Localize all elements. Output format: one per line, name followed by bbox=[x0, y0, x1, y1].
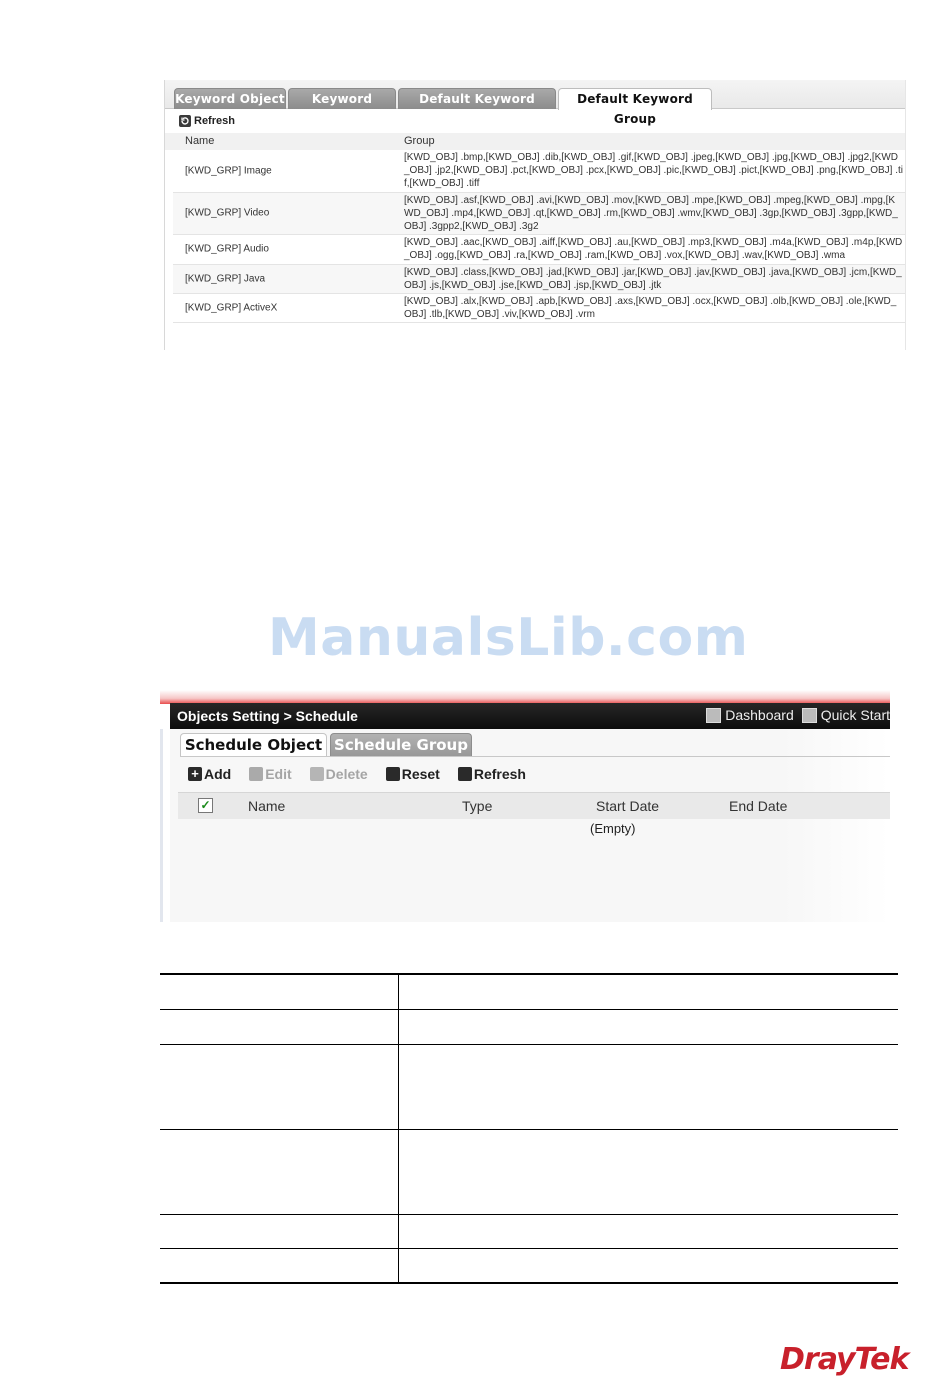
schedule-table-header bbox=[178, 792, 890, 819]
watermark: ManualsLib.com bbox=[268, 608, 749, 668]
row-name: [KWD_GRP] Video bbox=[185, 207, 270, 219]
keyword-group-screenshot bbox=[164, 80, 906, 350]
table-row bbox=[160, 1044, 898, 1129]
table-row bbox=[160, 1214, 898, 1248]
tab-keyword-object[interactable]: Keyword Object bbox=[174, 88, 286, 109]
select-all-checkbox[interactable]: ✓ bbox=[198, 798, 213, 813]
refresh-icon bbox=[179, 115, 191, 127]
reset-icon bbox=[386, 767, 400, 781]
tab-default-keyword-group[interactable]: Default Keyword Group bbox=[558, 88, 712, 110]
column-start-date: Start Date bbox=[596, 798, 660, 814]
row-group: [KWD_OBJ] .class,[KWD_OBJ] .jad,[KWD_OBJ] .jar,[KWD_OBJ] .jav,[KWD_OBJ] .java,[KWD_OBJ] .jcm,[KWD_OBJ] .js,[KWD_OBJ] .jse,[KWD_OBJ] .jsp,[KWD_OBJ] .jtk bbox=[404, 266, 902, 291]
schedule-screenshot bbox=[160, 690, 890, 922]
edit-icon bbox=[249, 767, 263, 781]
draytek-logo: DrayTek bbox=[780, 1342, 909, 1377]
title-bar bbox=[170, 703, 890, 729]
row-name: [KWD_GRP] Image bbox=[185, 165, 272, 177]
column-type: Type bbox=[462, 798, 493, 814]
trash-icon bbox=[310, 767, 324, 781]
add-label: Add bbox=[204, 766, 232, 782]
row-group: [KWD_OBJ] .aac,[KWD_OBJ] .aiff,[KWD_OBJ] .au,[KWD_OBJ] .mp3,[KWD_OBJ] .m4a,[KWD_OBJ] .m4p,[KWD_OBJ] .ogg,[KWD_OBJ] .ra,[KWD_OBJ] .ram,[KWD_OBJ] .vox,[KWD_OBJ] .wav,[KWD_OBJ] .wma bbox=[404, 237, 903, 262]
dashboard-link[interactable]: Dashboard bbox=[725, 707, 794, 723]
table-row bbox=[160, 1248, 898, 1283]
schedule-panel bbox=[170, 729, 890, 922]
quick-start-link[interactable]: Quick Start bbox=[820, 707, 890, 723]
edit-button[interactable] bbox=[249, 766, 291, 782]
delete-button[interactable] bbox=[310, 766, 368, 782]
column-end-date: End Date bbox=[729, 798, 788, 814]
row-group: [KWD_OBJ] .asf,[KWD_OBJ] .avi,[KWD_OBJ] .mov,[KWD_OBJ] .mpe,[KWD_OBJ] .mpeg,[KWD_OBJ] .mpg,[KWD_OBJ] .mp4,[KWD_OBJ] .qt,[KWD_OBJ] .rm,[KWD_OBJ] .wmv,[KWD_OBJ] .3gp,[KWD_OBJ] .3gpp,[KWD_OBJ] .3gpp2,[KWD_OBJ] .3g2 bbox=[404, 194, 898, 233]
table-row bbox=[160, 1009, 898, 1044]
header-links bbox=[706, 707, 890, 723]
edit-label: Edit bbox=[265, 766, 292, 782]
table-row[interactable] bbox=[173, 193, 905, 236]
wand-icon bbox=[802, 708, 817, 723]
description-table bbox=[160, 973, 898, 1284]
dashboard-icon bbox=[706, 708, 721, 723]
table-row[interactable] bbox=[173, 294, 905, 323]
delete-label: Delete bbox=[325, 766, 368, 782]
table-row[interactable] bbox=[173, 235, 905, 264]
refresh-button[interactable] bbox=[458, 766, 526, 782]
row-name: [KWD_GRP] Java bbox=[185, 273, 266, 285]
empty-message: (Empty) bbox=[590, 821, 636, 836]
table-row[interactable] bbox=[173, 265, 905, 294]
tab-divider bbox=[180, 756, 890, 757]
bottom-fade bbox=[165, 340, 905, 350]
schedule-toolbar bbox=[188, 766, 526, 782]
reset-button[interactable] bbox=[386, 766, 440, 782]
table-row[interactable] bbox=[173, 150, 905, 193]
refresh-button[interactable] bbox=[179, 113, 235, 129]
row-group: [KWD_OBJ] .bmp,[KWD_OBJ] .dib,[KWD_OBJ] .gif,[KWD_OBJ] .jpeg,[KWD_OBJ] .jpg,[KWD_OBJ] .jpg2,[KWD_OBJ] .jp2,[KWD_OBJ] .pct,[KWD_OBJ] .pcx,[KWD_OBJ] .pic,[KWD_OBJ] .pict,[KWD_OBJ] .png,[KWD_OBJ] .tif,[KWD_OBJ] .tiff bbox=[404, 152, 904, 190]
table-row bbox=[160, 1129, 898, 1214]
column-name: Name bbox=[185, 135, 215, 147]
keyword-table-header bbox=[165, 133, 905, 150]
column-group: Group bbox=[404, 135, 435, 147]
left-border bbox=[160, 729, 163, 922]
tab-schedule-object[interactable]: Schedule Object bbox=[180, 733, 327, 757]
row-group: [KWD_OBJ] .alx,[KWD_OBJ] .apb,[KWD_OBJ] .axs,[KWD_OBJ] .ocx,[KWD_OBJ] .olb,[KWD_OBJ] .ole,[KWD_OBJ] .tlb,[KWD_OBJ] .viv,[KWD_OBJ] .vrm bbox=[404, 296, 897, 321]
table-row bbox=[160, 974, 898, 1009]
reset-label: Reset bbox=[401, 766, 440, 782]
row-name: [KWD_GRP] ActiveX bbox=[185, 302, 278, 314]
refresh-label: Refresh bbox=[194, 115, 235, 127]
tab-default-keyword-object[interactable]: Default Keyword Object bbox=[398, 88, 556, 109]
refresh-label: Refresh bbox=[473, 766, 526, 782]
breadcrumb: Objects Setting > Schedule bbox=[177, 708, 358, 724]
top-glow bbox=[160, 690, 890, 704]
row-name: [KWD_GRP] Audio bbox=[185, 243, 269, 255]
tab-keyword-group[interactable]: Keyword Group bbox=[288, 88, 396, 109]
plus-icon: + bbox=[188, 767, 202, 781]
refresh-icon bbox=[458, 767, 472, 781]
add-button[interactable] bbox=[188, 766, 231, 782]
keyword-table-body bbox=[173, 150, 905, 323]
tab-schedule-group[interactable]: Schedule Group bbox=[330, 733, 472, 757]
column-name: Name bbox=[248, 798, 286, 814]
